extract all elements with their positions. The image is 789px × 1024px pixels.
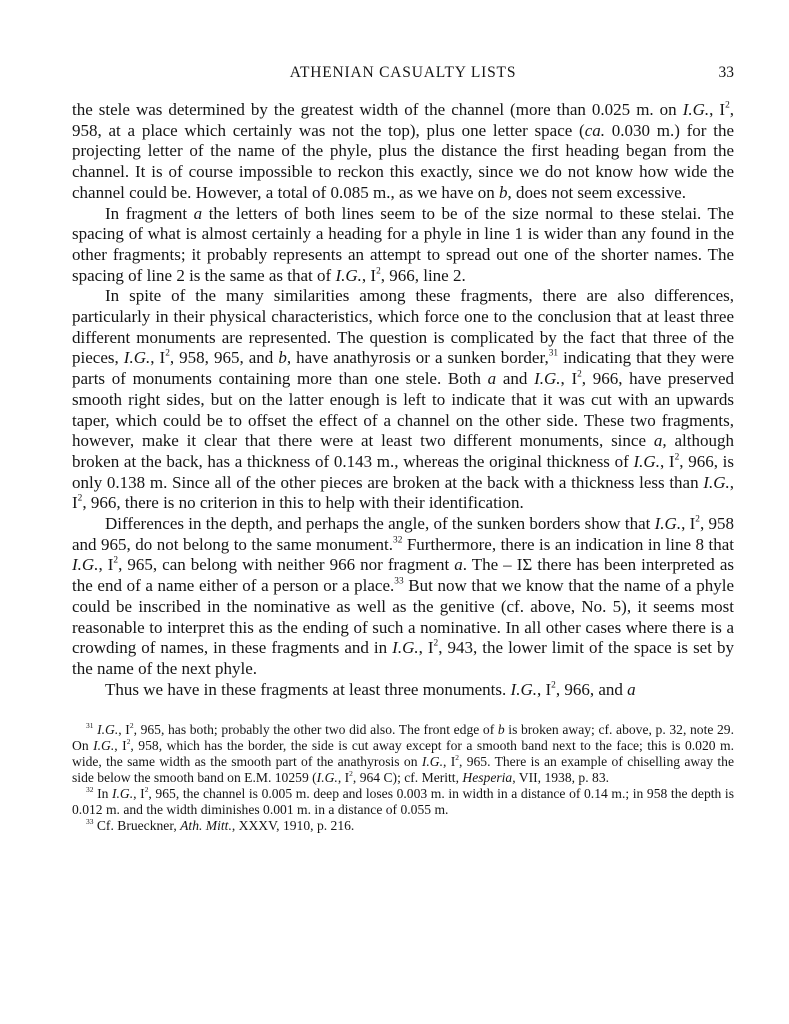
- superscript: 2: [695, 514, 700, 525]
- italic-run: I.G.: [534, 369, 561, 389]
- text-run: , 966, line 2.: [380, 265, 466, 285]
- italic-run: I.G.: [421, 754, 443, 770]
- italic-run: b: [497, 722, 505, 738]
- text-run: , I: [709, 100, 726, 119]
- text-run: 0.030 m.) for the projecting letter of the name of the phyle, plus the distance the first heading began from the channel. It is of course impossible to reckon this exactly, since we do not know how wide the channel could be. However, a total of 0.085 m., as we have on: [72, 120, 734, 202]
- superscript: 2: [577, 369, 582, 380]
- footnote: [72, 818, 734, 834]
- superscript: 31: [548, 348, 559, 359]
- text-run: , 958, which has the border, the side is cut away except for a smooth band next to the face; this is 0.020 m. wide, the same width as the smooth part of the anathyrosis on: [72, 738, 735, 770]
- italic-run: I.G.: [93, 738, 115, 754]
- text-run: , I: [418, 638, 434, 658]
- text-run: , I: [150, 348, 166, 368]
- superscript: 2: [144, 785, 149, 795]
- superscript: 2: [129, 721, 134, 731]
- italic-run: I.G.: [703, 472, 730, 492]
- page-number: 33: [718, 64, 734, 81]
- text-run: In: [93, 786, 112, 802]
- superscript: 2: [165, 348, 170, 359]
- text-run: , I: [361, 265, 377, 285]
- italic-run: a: [487, 369, 497, 389]
- text-run: In spite of the many similarities among these fragments, there are also differences, particularly in their physical characteristics, which force one to the conclusion that at least three different monuments are represented. The question is complicated by the fact that three of the pieces,: [72, 286, 734, 368]
- italic-run: b: [499, 182, 508, 202]
- superscript: 32: [393, 535, 403, 546]
- text-run: , I: [118, 722, 130, 738]
- text-run: , 958 and 965, do not belong to the same monument.: [72, 514, 734, 554]
- italic-run: I.G.: [633, 451, 660, 471]
- text-run: , 966, have preserved smooth right sides, but on the latter enough is left to indicate that it was cut with an upwards taper, which could be to offset the effect of a channel on the other side. These two fragments, however, make it clear that there were at least two different monuments, since: [72, 369, 734, 451]
- italic-run: I.G.: [72, 555, 99, 575]
- text-run: , XXXV, 1910, p. 216.: [231, 818, 355, 834]
- text-run: , I: [442, 754, 456, 770]
- superscript: 2: [455, 753, 459, 763]
- text-run: , 964 C); cf. Meritt,: [352, 770, 463, 786]
- text-run: Furthermore, there is an indication in line 8 that: [402, 534, 734, 554]
- superscript: 2: [113, 556, 119, 566]
- text-run: Thus we have in these fragments at least three monuments.: [105, 679, 511, 699]
- text-run: the stele was determined by the greatest width of the channel (more than 0.025 m. on: [72, 100, 683, 119]
- superscript: 2: [349, 769, 353, 779]
- italic-run: a: [454, 555, 463, 575]
- text-run: , 966, and: [555, 679, 628, 699]
- text-run: indicating that they were parts of monuments containing more than one stele. Both: [72, 348, 735, 389]
- text-run: , 965, the channel is 0.005 m. deep and loses 0.003 m. in width in a distance of 0.14 m.; in 958 the depth is 0.012 m. and the width diminishes 0.001 m. in a distance of 0.055 m.: [72, 786, 734, 818]
- page: [72, 64, 734, 834]
- text-run: , VII, 1938, p. 83.: [512, 770, 610, 786]
- text-run: , 943, the lower limit of the space is set by the name of the next phyle.: [72, 638, 734, 678]
- superscript: 2: [674, 452, 680, 463]
- italic-run: Hesperia: [462, 770, 513, 786]
- italic-run: a,: [653, 431, 667, 451]
- text-run: , I: [681, 514, 696, 534]
- superscript: 31: [86, 721, 94, 731]
- superscript: 33: [86, 817, 94, 827]
- paragraph: [72, 286, 734, 514]
- text-run: Cf. Brueckner,: [93, 818, 181, 834]
- text-run: , 966, there is no criterion in this to help with their identification.: [82, 493, 524, 513]
- paragraph: [72, 680, 734, 701]
- text-run: , 966, is only 0.138 m. Since all of the other pieces are broken at the back with a thickness less than: [72, 451, 734, 492]
- italic-run: I.G.: [335, 265, 362, 285]
- footnote: [72, 786, 734, 818]
- superscript: 32: [86, 785, 94, 795]
- italic-run: a: [627, 679, 636, 699]
- italic-run: b: [278, 348, 287, 368]
- running-title: ATHENIAN CASUALTY LISTS: [289, 64, 517, 81]
- text-run: , I: [536, 679, 552, 699]
- text-run: and: [496, 369, 535, 389]
- italic-run: I.G.: [392, 638, 419, 658]
- text-run: , 965, can belong with neither 966 nor fragment: [118, 555, 455, 575]
- italic-run: I.G.: [123, 348, 151, 368]
- text-run: , I: [114, 738, 127, 754]
- text-run: But now that we know that the name of a phyle could be inscribed in the nominative as well as the genitive (cf. above, No. 5), it seems most reasonable to interpret this as the ending of such a nominative. In all other cases where there is a crowding of names, in these fragments and in: [72, 576, 734, 658]
- text-run: , I: [133, 786, 145, 802]
- text-run: In fragment: [105, 203, 194, 223]
- text-run: , does not seem excessive.: [507, 182, 686, 202]
- footnote: [72, 722, 734, 786]
- paragraph: [72, 514, 734, 680]
- superscript: 33: [394, 576, 404, 587]
- text-run: the letters of both lines seem to be of the size normal to these stelai. The spacing of what is almost certainly a heading for a phyle in line 1 is wider than any found in the other fragments; it probably represents an attempt to spread out one of the shorter names. The spacing of line 2 is the same as that of: [72, 203, 734, 285]
- superscript: 2: [77, 493, 83, 504]
- footnotes: [72, 722, 734, 834]
- italic-run: I.G.: [654, 514, 682, 534]
- italic-run: I.G.: [112, 786, 134, 802]
- text-run: , I: [337, 770, 350, 786]
- superscript: 2: [376, 266, 381, 277]
- italic-run: I.G.: [510, 679, 537, 699]
- text-run: , 958, 965, and: [169, 348, 279, 368]
- italic-run: I.G.: [316, 770, 338, 786]
- italic-run: ca.: [584, 120, 606, 140]
- text-run: , I: [98, 555, 114, 575]
- text-run: , have anathyrosis or a sunken border,: [286, 348, 549, 368]
- superscript: 2: [126, 737, 131, 747]
- body-text: [72, 100, 734, 700]
- text-run: is broken away; cf. above, p. 32, note 29. On: [72, 722, 735, 754]
- superscript: 2: [725, 100, 730, 111]
- italic-run: a: [193, 203, 203, 223]
- text-run: , I: [659, 451, 675, 471]
- text-run: , 965, has both; probably the other two did also. The front edge of: [133, 722, 498, 738]
- italic-run: I.G.: [682, 100, 710, 119]
- text-run: . The – IΣ there has been interpreted as the end of a name either of a person or a place.: [72, 555, 734, 596]
- text-run: , 965. There is an example of chiselling away the side below the smooth band on E.M. 10259 (: [72, 754, 734, 786]
- superscript: 2: [433, 638, 439, 649]
- superscript: 2: [551, 680, 556, 691]
- text-run: , I: [560, 369, 578, 389]
- italic-run: Ath. Mitt.: [180, 818, 232, 834]
- running-header: [72, 64, 734, 86]
- text-run: Differences in the depth, and perhaps the angle, of the sunken borders show that: [105, 514, 655, 534]
- text-run: although broken at the back, has a thickness of 0.143 m., whereas the original thickness of: [72, 431, 734, 471]
- text-run: , I: [72, 472, 734, 513]
- text-run: , 958, at a place which certainly was not the top), plus one letter space (: [72, 100, 734, 140]
- paragraph: [72, 100, 734, 204]
- italic-run: I.G.: [97, 722, 119, 738]
- paragraph: [72, 204, 734, 287]
